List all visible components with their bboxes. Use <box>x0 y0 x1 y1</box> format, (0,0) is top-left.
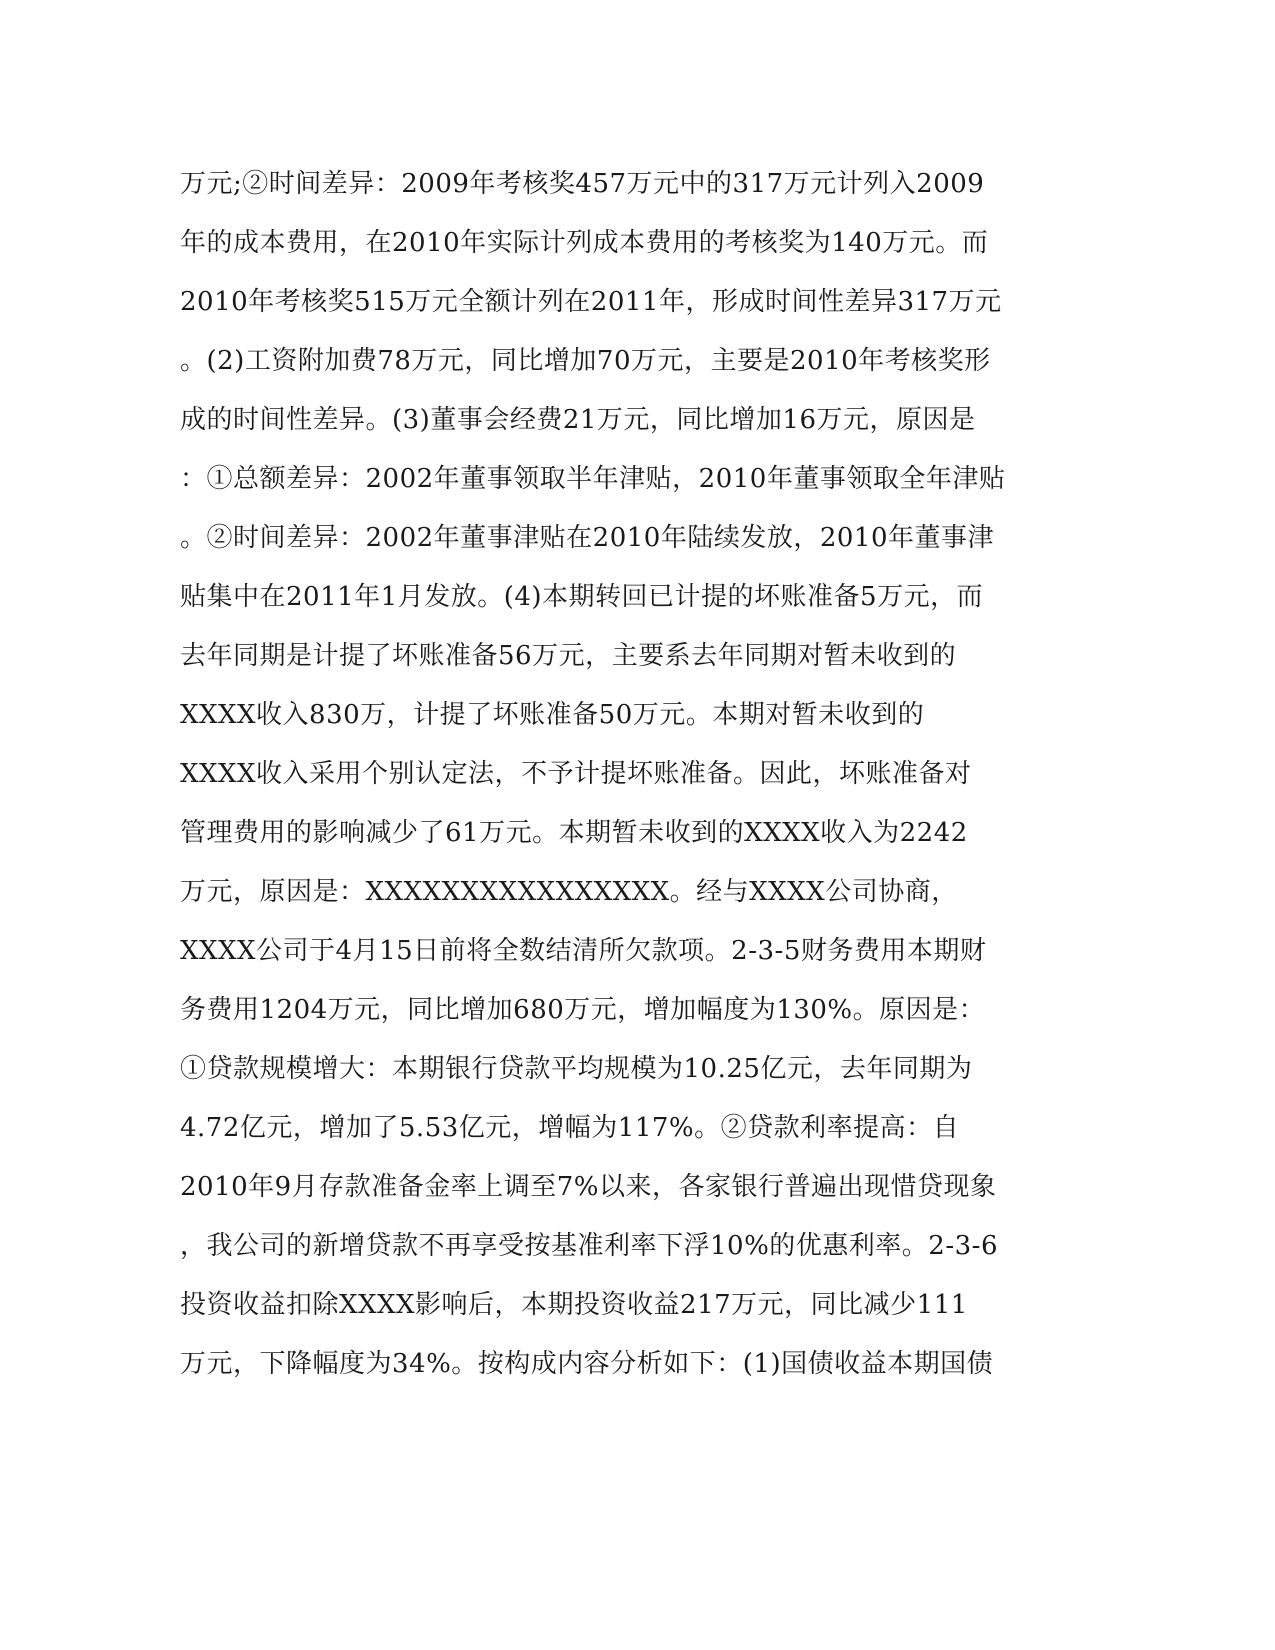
text-line: ①贷款规模增大：本期银行贷款平均规模为10.25亿元，去年同期为 <box>180 1054 973 1084</box>
text-line: 万元，原因是：XXXXXXXXXXXXXXXX。经与XXXX公司协商， <box>180 877 958 907</box>
text-line: 投资收益扣除XXXX影响后，本期投资收益217万元，同比减少111 <box>180 1290 968 1320</box>
text-line: 去年同期是计提了坏账准备56万元，主要系去年同期对暂未收到的 <box>180 641 957 671</box>
text-line: 2010年9月存款准备金率上调至7%以来，各家银行普遍出现惜贷现象 <box>180 1172 997 1202</box>
text-line: 贴集中在2011年1月发放。(4)本期转回已计提的坏账准备5万元，而 <box>180 582 984 612</box>
text-line: XXXX收入830万，计提了坏账准备50万元。本期对暂未收到的 <box>180 700 925 730</box>
text-line: 务费用1204万元，同比增加680万元，增加幅度为130%。原因是： <box>180 995 986 1025</box>
text-line: 年的成本费用，在2010年实际计列成本费用的考核奖为140万元。而 <box>180 228 989 258</box>
text-line: XXXX收入采用个别认定法，不予计提坏账准备。因此，坏账准备对 <box>180 759 972 789</box>
text-line: XXXX公司于4月15日前将全数结清所欠款项。2-3-5财务费用本期财 <box>180 936 987 966</box>
body-text <box>180 155 1060 1394</box>
text-line: 2010年考核奖515万元全额计列在2011年，形成时间性差异317万元 <box>180 287 1002 317</box>
text-line: ，我公司的新增贷款不再享受按基准利率下浮10%的优惠利率。2-3-6 <box>180 1231 998 1261</box>
text-line: 。(2)工资附加费78万元，同比增加70万元，主要是2010年考核奖形 <box>180 346 991 376</box>
text-line: 管理费用的影响减少了61万元。本期暂未收到的XXXX收入为2242 <box>180 818 968 848</box>
text-line: ：①总额差异：2002年董事领取半年津贴，2010年董事领取全年津贴 <box>180 464 1006 494</box>
text-line: 成的时间性差异。(3)董事会经费21万元，同比增加16万元，原因是 <box>180 405 976 435</box>
text-line: 万元，下降幅度为34%。按构成内容分析如下：(1)国债收益本期国债 <box>180 1349 994 1379</box>
text-line: 。②时间差异：2002年董事津贴在2010年陆续发放，2010年董事津 <box>180 523 995 553</box>
text-line: 4.72亿元，增加了5.53亿元，增幅为117%。②贷款利率提高：自 <box>180 1113 960 1143</box>
text-line: 万元;②时间差异：2009年考核奖457万元中的317万元计列入2009 <box>180 169 985 199</box>
